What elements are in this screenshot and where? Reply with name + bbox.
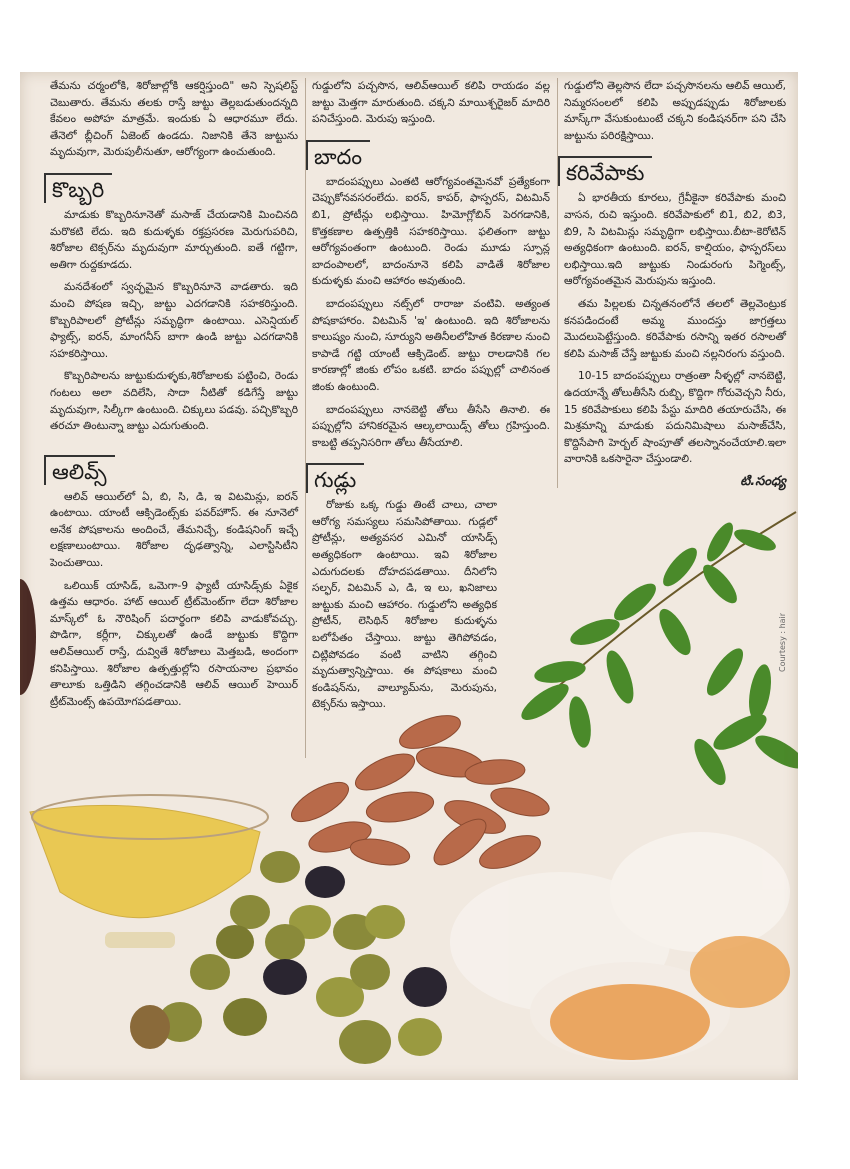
karivepaku-para-2: తమ పిల్లలకు చిన్నతనంలోనే తలలో తెల్లవెంట్రుక కనపడిందంటే అమ్మ ముందస్తు జాగ్రత్తలు మొదలుపెట్టేస్తుంది. కరివేపాకు రసాన్ని ఇతర రసాలతో కలిపి మసాజ్ చేస్తే జుట్టుకు మంచి నల్లనిరంగు వస్తుంది. bbox=[564, 297, 786, 360]
heading-badam: బాదం bbox=[306, 140, 370, 170]
newspaper-page bbox=[20, 72, 798, 1080]
olives-para-2: ఒలియిక్ యాసిడ్, ఒమెగా-9 ఫ్యాటీ యాసిడ్స్‌కు ఏకైక ఉత్తమ ఆధారం. హాట్ ఆయిల్ ట్రీట్‌మెంట్‌గా లేదా శిరోజాల మాస్క్‌లో ఓ నౌరిషింగ్ పదార్థంగా కలిపి వాడుకోవచ్చు. పొడిగా, కర్లీగా, చిక్కులతో ఉండే జుట్టుకు కొద్దిగా ఆలివ్‌ఆయిల్ రాస్తే, దువ్వితే శిరోజాలు మెత్తబడి, అందంగా కనిపిస్తాయి. శిరోజాల ఉత్పత్తుల్లోని రసాయనాల ప్రభావం తాలూకు ఒత్తిడిని తగ్గించడానికి ఆలివ్ ఆయిల్ హెయిర్ ట్రీట్‌మెంట్స్ ఉపయోగపడతాయి. bbox=[50, 579, 298, 708]
kobbari-para-2: మనదేశంలో స్వచ్ఛమైన కొబ్బరినూనె వాడతారు. ఇది మంచి పోషణ ఇచ్చి, జుట్టు ఎదగడానికి సహకరిస్తుంది. కొబ్బరిపాలలో ప్రోటీన్లు సమృద్ధిగా ఉంటాయి. ఎసెన్షియల్ ఫ్యాట్స్, ఐరన్, మాంగనీస్ బాగా ఉండి జుట్టు ఎదగడానికి సహకరిస్తాయి. bbox=[50, 281, 298, 360]
food-illustration bbox=[20, 72, 798, 1080]
almonds-image bbox=[286, 709, 552, 875]
byline: టి.సంధ్య bbox=[740, 473, 786, 489]
badam-para-1: బాదంపప్పులు ఎంతటి ఆరోగ్యవంతమైనవో ప్రత్యేకంగా చెప్పుకోనవసరంలేదు. ఐరన్, కాపర్, ఫాస్పరస్, విటమిన్ బి1, ప్రోటీన్లు లభిస్తాయి. హిమోగ్లోబిన్ పెరగడానికి, కొత్తకణాల ఉత్పత్తికి సహకరిస్తాయి. ఫలితంగా జుట్టు ఆరోగ్యవంతంగా ఉంటుంది. రెండు మూడు స్పూన్ల బాదంపాలలో, బాదంనూనె కలిపి వాడితే శిరోజాల కుదుళ్ళకు మంచి ఆహారం అవుతుంది. bbox=[312, 175, 550, 288]
olive-oil-bowl-image bbox=[30, 795, 268, 948]
curry-leaves-image bbox=[516, 512, 798, 790]
badam-para-2: బాదంపప్పులు నట్స్‌లో రారాజు వంటివి. అత్యంత పోషకాహారం. విటమిన్ 'ఇ' ఉంటుంది. ఇది శిరోజాలను కాలుష్యం నుంచి, సూర్యుని అతినీలలోహిత కిరణాల నుంచి కాపాడే గట్టి యాంటీ ఆక్సిడెంట్. జుట్టు రాలడానికి గల కారణాల్లో జింకు లోపం ఒకటి. బాదం పప్పుల్లో చాలినంత జింకు ఉంటుంది. bbox=[312, 297, 550, 393]
badam-para-3: బాదంపప్పులు నానబెట్టి తోలు తీసేసి తినాలి. ఈ పప్పుల్లోని హానికరమైన ఆల్కలాయిడ్స్ తోలు గ్రహిస్తుంది. కాబట్టి తప్పనిసరిగా తోలు తీసేయాలి. bbox=[312, 403, 550, 449]
heading-kobbari: కొబ్బరి bbox=[44, 173, 112, 203]
olives-para-1: ఆలివ్ ఆయిల్‌లో ఏ, బి, సి, డి, ఇ విటమిన్లు, ఐరన్ ఉంటాయి. యాంటీ ఆక్సిడెంట్స్‌కు పవర్‌హౌస్. ఈ నూనెలో అనేక పోషకాలను అందించే, తేమనిచ్చే, కండిషనింగ్ ఇచ్చే లక్షణాలుంటాయి. శిరోజాల దృఢత్వాన్ని, ఎలాస్టిసిటీని పెంచుతాయి. bbox=[50, 490, 298, 570]
courtesy-credit: Courtesy : hair bbox=[778, 612, 787, 672]
col2-intro: గుడ్డులోని పచ్చసొన, ఆలివ్‌ఆయిల్ కలిపి రాయడం వల్ల జుట్టు మెత్తగా మారుతుంది. చక్కని మాయిశ్చరైజర్ మాదిరి పనిచేస్తుంది. మెరుపు ఇస్తుంది. bbox=[312, 80, 550, 126]
heading-gudlu: గుడ్లు bbox=[306, 463, 364, 493]
col1-intro: తేమను చర్మంలోకి, శిరోజాల్లోకి ఆకర్షిస్తుంది" అని స్పెషలిస్ట్ చెబుతారు. తేమను తలకు రాస్తే జుట్టు తెల్లబడుతుందన్నది కేవలం అపోహ మాత్రమే. ఇందుకు ఏ ఆధారమూ లేదు. తేనెలో బ్లీచింగ్ ఏజెంట్ ఉండదు. నిజానికి తేనె జుట్టును మృదువుగా, మెరుపులీనుతూ, ఆరోగ్యంగా ఉంచుతుంది. bbox=[50, 80, 298, 159]
gudlu-para-1: రోజుకు ఒక్క గుడ్డు తింటే చాలు, చాలా ఆరోగ్య సమస్యలు సమసిపోతాయి. గుడ్లలో ప్రోటీన్లు, అత్యవసర ఎమినో యాసిడ్స్ అత్యధికంగా ఉంటాయి. ఇవి శిరోజాల ఎదుగుదలకు దోహదపడతాయి. దీనిలోని సల్ఫర్, విటమిన్ ఎ, డి, ఇ లు, ఖనిజాలు జుట్టుకు మంచి ఆహారం. గుడ్డులోని అత్యధిక ప్రోటీన్, లెసిథిన్ శిరోజాల కుదుళ్ళను బలోపేతం చేస్తాయి. జుట్టు తెగిపోవడం, చిట్లిపోవడం వంటి వాటిని తగ్గించి మృదుత్వాన్నిస్తాయి. ఈ పోషకాలు మంచి కండిషన్‌ను, వాల్యూమ్‌ను, మెరుపును, టెక్సర్‌ను ఇస్తాయి. bbox=[312, 499, 497, 711]
karivepaku-para-3: 10-15 బాదంపప్పులు రాత్రంతా నీళ్ళల్లో నానబెట్టి, ఉదయాన్నే తోలుతీసేసి రుబ్బి, కొద్దిగా గోరువెచ్చని నీరు, 15 కరివేపాకులు కలిపి పేస్టు మాదిరి తయారుచేసి, ఈ మిశ్రమాన్ని మాడుకు పదునిమిషాలు మసాజ్‌చేసి, కొద్దిసేపాగి హెర్బల్ షాంపూతో తలస్నానంచేయాలి.ఇలా వారానికి ఒకసారైనా చేస్తుండాలి. bbox=[564, 370, 786, 466]
heading-karivepaku: కరివేపాకు bbox=[558, 156, 652, 186]
edge-decoration bbox=[20, 579, 36, 695]
kobbari-para-1: మాడుకు కొబ్బరినూనెతో మసాజ్ చేయడానికి మించినది మరొకటి లేదు. ఇది కుదుళ్ళకు రక్తప్రసరణ మెరుగుపరిచి, శిరోజాల టెక్సర్‌ను మృదువుగా మార్చుతుంది. ఐతే గట్టిగా, అతిగా రుద్దకూడదు. bbox=[50, 208, 298, 271]
heading-olives: ఆలివ్స్ bbox=[44, 455, 115, 485]
kobbari-para-3: కొబ్బరిపాలను జుట్టుకుదుళ్ళకు,శిరోజాలకు పట్టించి, రెండు గంటలు అలా వదిలేసి, సాదా నీటితో కడిగేస్తే జుట్టు మృదువుగా, సిల్కీగా ఉంటుంది. చిక్కులు పడవు. పచ్చికొబ్బరి తరచూ తింటున్నా జుట్టు ఎదుగుతుంది. bbox=[50, 370, 298, 433]
karivepaku-para-1: ఏ భారతీయ కూరలు, గ్రేవీకైనా కరివేపాకు మంచి వాసన, రుచి ఇస్తుంది. కరివేపాకులో బి1, బి2, బి3, బి9, సి విటమిన్లు సమృద్ధిగా లభిస్తాయి.బీటా-కెరోటిన్ అత్యధికంగా ఉంటుంది. ఐరన్, కాల్షియం, ఫాస్పరస్‌లు లభిస్తాయి.ఇది జుట్టుకు నిండురంగు పిగ్మెంట్స్, ఆరోగ్యవంతమైన మెరుపును ఇస్తుంది. bbox=[564, 192, 786, 288]
col3-intro: గుడ్డులోని తెల్లసొన లేదా పచ్చసొనలను ఆలివ్ ఆయిల్, నిమ్మరసంలలో కలిపి అప్పుడప్పుడు శిరోజాలకు మాస్క్‌గా వేసుకుంటుంటే చక్కని కండిషనర్‌గా పని చేసి జుట్టును పరిరక్షిస్తాయి. bbox=[564, 80, 786, 142]
